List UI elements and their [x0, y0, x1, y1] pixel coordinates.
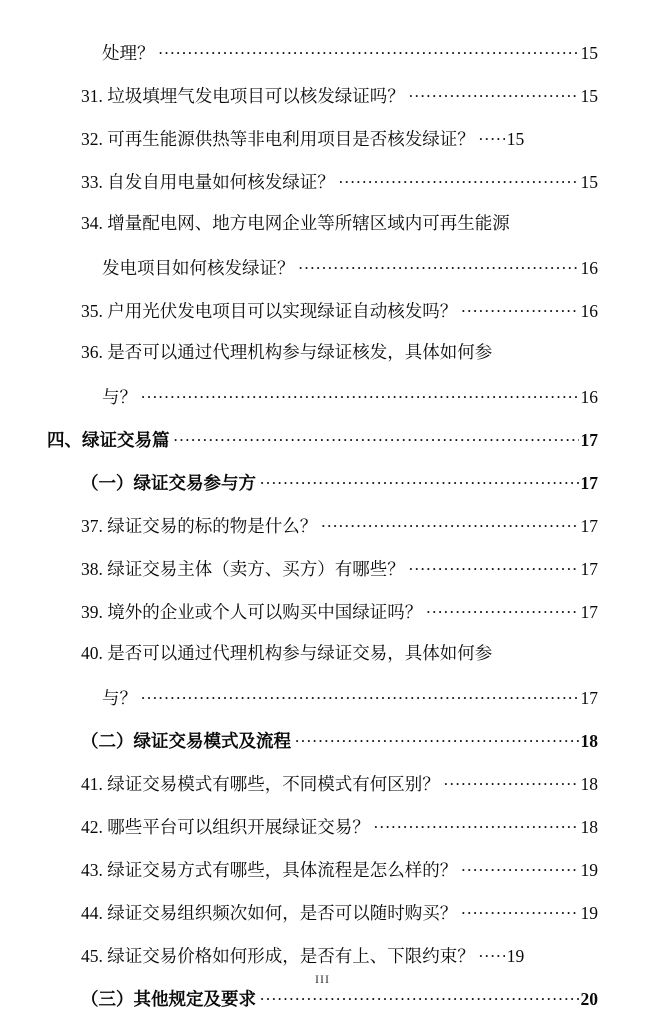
toc-entry-page: 17 — [580, 558, 598, 579]
toc-entry-page: 19 — [506, 945, 525, 966]
toc-section-heading[interactable] — [47, 417, 598, 460]
toc-entry[interactable] — [47, 288, 598, 331]
toc-entry-page: 15 — [580, 171, 598, 192]
toc-entry-label: 33. 自发自用电量如何核发绿证？ — [81, 171, 335, 192]
dot-leader — [141, 385, 579, 403]
table-of-contents — [47, 30, 598, 1019]
toc-entry-label: 44. 绿证交易组织频次如何，是否可以随时购买？ — [81, 902, 458, 923]
page-number: III — [315, 972, 330, 986]
toc-subsection-label: （二）绿证交易模式及流程 — [81, 730, 291, 751]
dot-leader — [374, 815, 579, 833]
dot-leader — [339, 170, 579, 188]
dot-leader — [260, 987, 579, 1005]
dot-leader — [409, 84, 579, 102]
toc-entry[interactable] — [47, 159, 598, 202]
dot-leader — [159, 41, 579, 59]
toc-entry-page: 17 — [580, 601, 598, 622]
toc-entry-page: 15 — [580, 85, 598, 106]
toc-entry-label: 发电项目如何核发绿证？ — [102, 257, 295, 278]
toc-entry[interactable] — [47, 589, 598, 632]
dot-leader — [426, 600, 578, 618]
toc-entry[interactable] — [47, 503, 598, 546]
toc-entry[interactable] — [47, 546, 598, 589]
toc-entry-label: 45. 绿证交易价格如何形成，是否有上、下限约束？ — [81, 945, 475, 966]
dot-leader — [461, 901, 578, 919]
toc-subsection-heading[interactable] — [47, 718, 598, 761]
toc-subsection-page: 20 — [580, 988, 598, 1009]
toc-entry-label: 41. 绿证交易模式有哪些，不同模式有何区别？ — [81, 773, 440, 794]
toc-section-page: 17 — [580, 429, 598, 450]
toc-entry-page: 19 — [580, 902, 598, 923]
toc-entry-label: 31. 垃圾填埋气发电项目可以核发绿证吗？ — [81, 85, 405, 106]
toc-entry-continuation[interactable] — [47, 245, 598, 288]
toc-entry[interactable] — [47, 847, 598, 890]
toc-entry-label: 43. 绿证交易方式有哪些，具体流程是怎么样的？ — [81, 859, 458, 880]
toc-entry-label: 39. 境外的企业或个人可以购买中国绿证吗？ — [81, 601, 423, 622]
dot-leader — [479, 944, 505, 962]
toc-entry-page: 16 — [580, 300, 598, 321]
dot-leader — [260, 471, 579, 489]
toc-entry[interactable] — [47, 632, 598, 675]
toc-entry-label: 与？ — [102, 687, 137, 708]
toc-entry[interactable] — [47, 331, 598, 374]
toc-subsection-label: （一）绿证交易参与方 — [81, 472, 256, 493]
toc-section-label: 四、绿证交易篇 — [47, 429, 170, 450]
dot-leader — [174, 428, 579, 446]
toc-entry-page: 18 — [580, 773, 598, 794]
toc-subsection-label: （三）其他规定及要求 — [81, 988, 256, 1009]
toc-entry-page: 17 — [580, 515, 598, 536]
dot-leader — [141, 686, 579, 704]
toc-entry-label: 32. 可再生能源供热等非电利用项目是否核发绿证？ — [81, 128, 475, 149]
toc-entry-page: 16 — [580, 257, 598, 278]
toc-entry[interactable] — [47, 73, 598, 116]
toc-entry-page: 17 — [580, 687, 598, 708]
toc-subsection-page: 17 — [580, 472, 598, 493]
toc-entry[interactable] — [47, 116, 598, 159]
toc-entry-page: 16 — [580, 386, 598, 407]
toc-entry-label: 与？ — [102, 386, 137, 407]
toc-entry-label: 37. 绿证交易的标的物是什么？ — [81, 515, 318, 536]
toc-entry-page: 18 — [580, 816, 598, 837]
toc-entry-continuation[interactable] — [47, 675, 598, 718]
dot-leader — [295, 729, 579, 747]
toc-entry-label: 34. 增量配电网、地方电网企业等所辖区域内可再生能源 — [81, 212, 510, 233]
toc-entry-page: 15 — [506, 128, 525, 149]
toc-entry[interactable] — [47, 761, 598, 804]
dot-leader — [479, 127, 505, 145]
toc-entry-label: 38. 绿证交易主体（卖方、买方）有哪些？ — [81, 558, 405, 579]
toc-entry[interactable] — [47, 890, 598, 933]
toc-entry[interactable] — [47, 202, 598, 245]
toc-entry-page: 15 — [580, 42, 598, 63]
dot-leader — [321, 514, 578, 532]
dot-leader — [444, 772, 579, 790]
toc-entry[interactable] — [47, 804, 598, 847]
toc-entry-label: 35. 户用光伏发电项目可以实现绿证自动核发吗？ — [81, 300, 458, 321]
dot-leader — [409, 557, 579, 575]
dot-leader — [461, 858, 578, 876]
toc-entry[interactable] — [47, 933, 598, 976]
toc-subsection-page: 18 — [580, 730, 598, 751]
toc-entry-page: 19 — [580, 859, 598, 880]
toc-entry-continuation[interactable] — [47, 374, 598, 417]
dot-leader — [461, 299, 578, 317]
toc-entry-label: 42. 哪些平台可以组织开展绿证交易？ — [81, 816, 370, 837]
toc-entry[interactable] — [47, 30, 598, 73]
toc-entry-label: 处理？ — [102, 42, 155, 63]
dot-leader — [299, 256, 579, 274]
toc-entry-label: 36. 是否可以通过代理机构参与绿证核发，具体如何参 — [81, 341, 493, 362]
toc-entry-label: 40. 是否可以通过代理机构参与绿证交易，具体如何参 — [81, 642, 493, 663]
toc-subsection-heading[interactable] — [47, 460, 598, 503]
